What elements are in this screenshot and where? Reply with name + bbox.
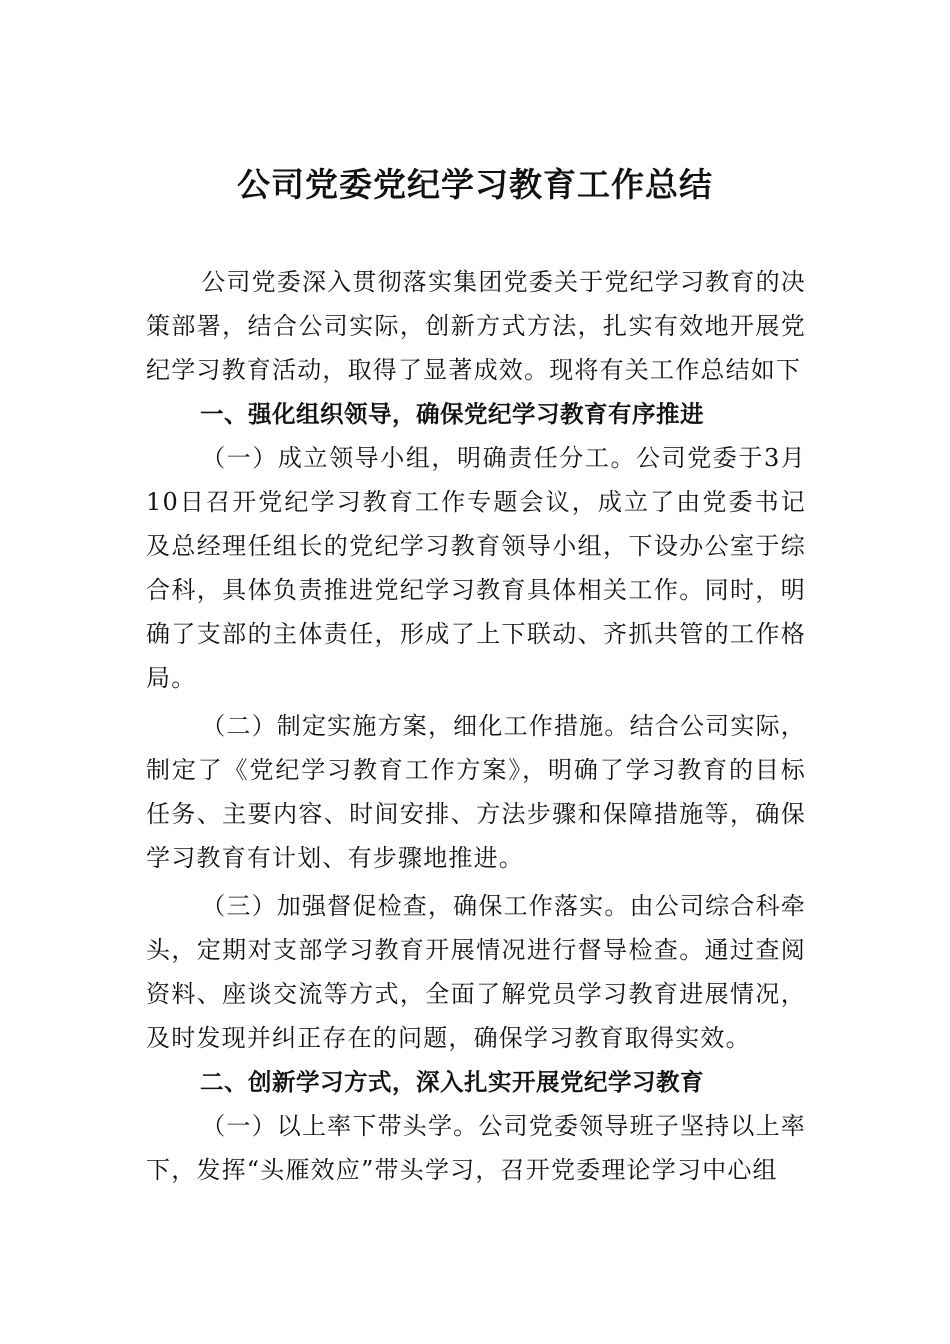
body-paragraph: （一）成立领导小组，明确责任分工。公司党委于3月10日召开党纪学习教育工作专题会议，成立了由党委书记及总经理任组长的党纪学习教育领导小组，下设办公室于综合科，具体负责推进党纪学习教育具体相关工作。同时，明确了支部的主体责任，形成了上下联动、齐抓共管的工作格局。 <box>146 444 806 692</box>
intro-paragraph: 公司党委深入贯彻落实集团党委关于党纪学习教育的决策部署，结合公司实际，创新方式方法，扎实有效地开展党纪学习教育活动，取得了显著成效。现将有关工作总结如下 <box>146 268 806 384</box>
body-paragraph: （一）以上率下带头学。公司党委领导班子坚持以上率下，发挥“头雁效应”带头学习，召开党委理论学习中心组 <box>146 1112 806 1184</box>
document-body <box>146 260 806 1192</box>
section-heading-1: 一、强化组织领导，确保党纪学习教育有序推进 <box>200 400 705 428</box>
body-paragraph: （二）制定实施方案，细化工作措施。结合公司实际，制定了《党纪学习教育工作方案》，明确了学习教育的目标任务、主要内容、时间安排、方法步骤和保障措施等，确保学习教育有计划、有步骤地推进。 <box>146 712 806 872</box>
body-paragraph: （三）加强督促检查，确保工作落实。由公司综合科牵头，定期对支部学习教育开展情况进行督导检查。通过查阅资料、座谈交流等方式，全面了解党员学习教育进展情况，及时发现并纠正存在的问题，确保学习教育取得实效。 <box>146 892 806 1052</box>
document-title: 公司党委党纪学习教育工作总结 <box>237 165 713 204</box>
section-heading-2: 二、创新学习方式，深入扎实开展党纪学习教育 <box>200 1068 705 1096</box>
